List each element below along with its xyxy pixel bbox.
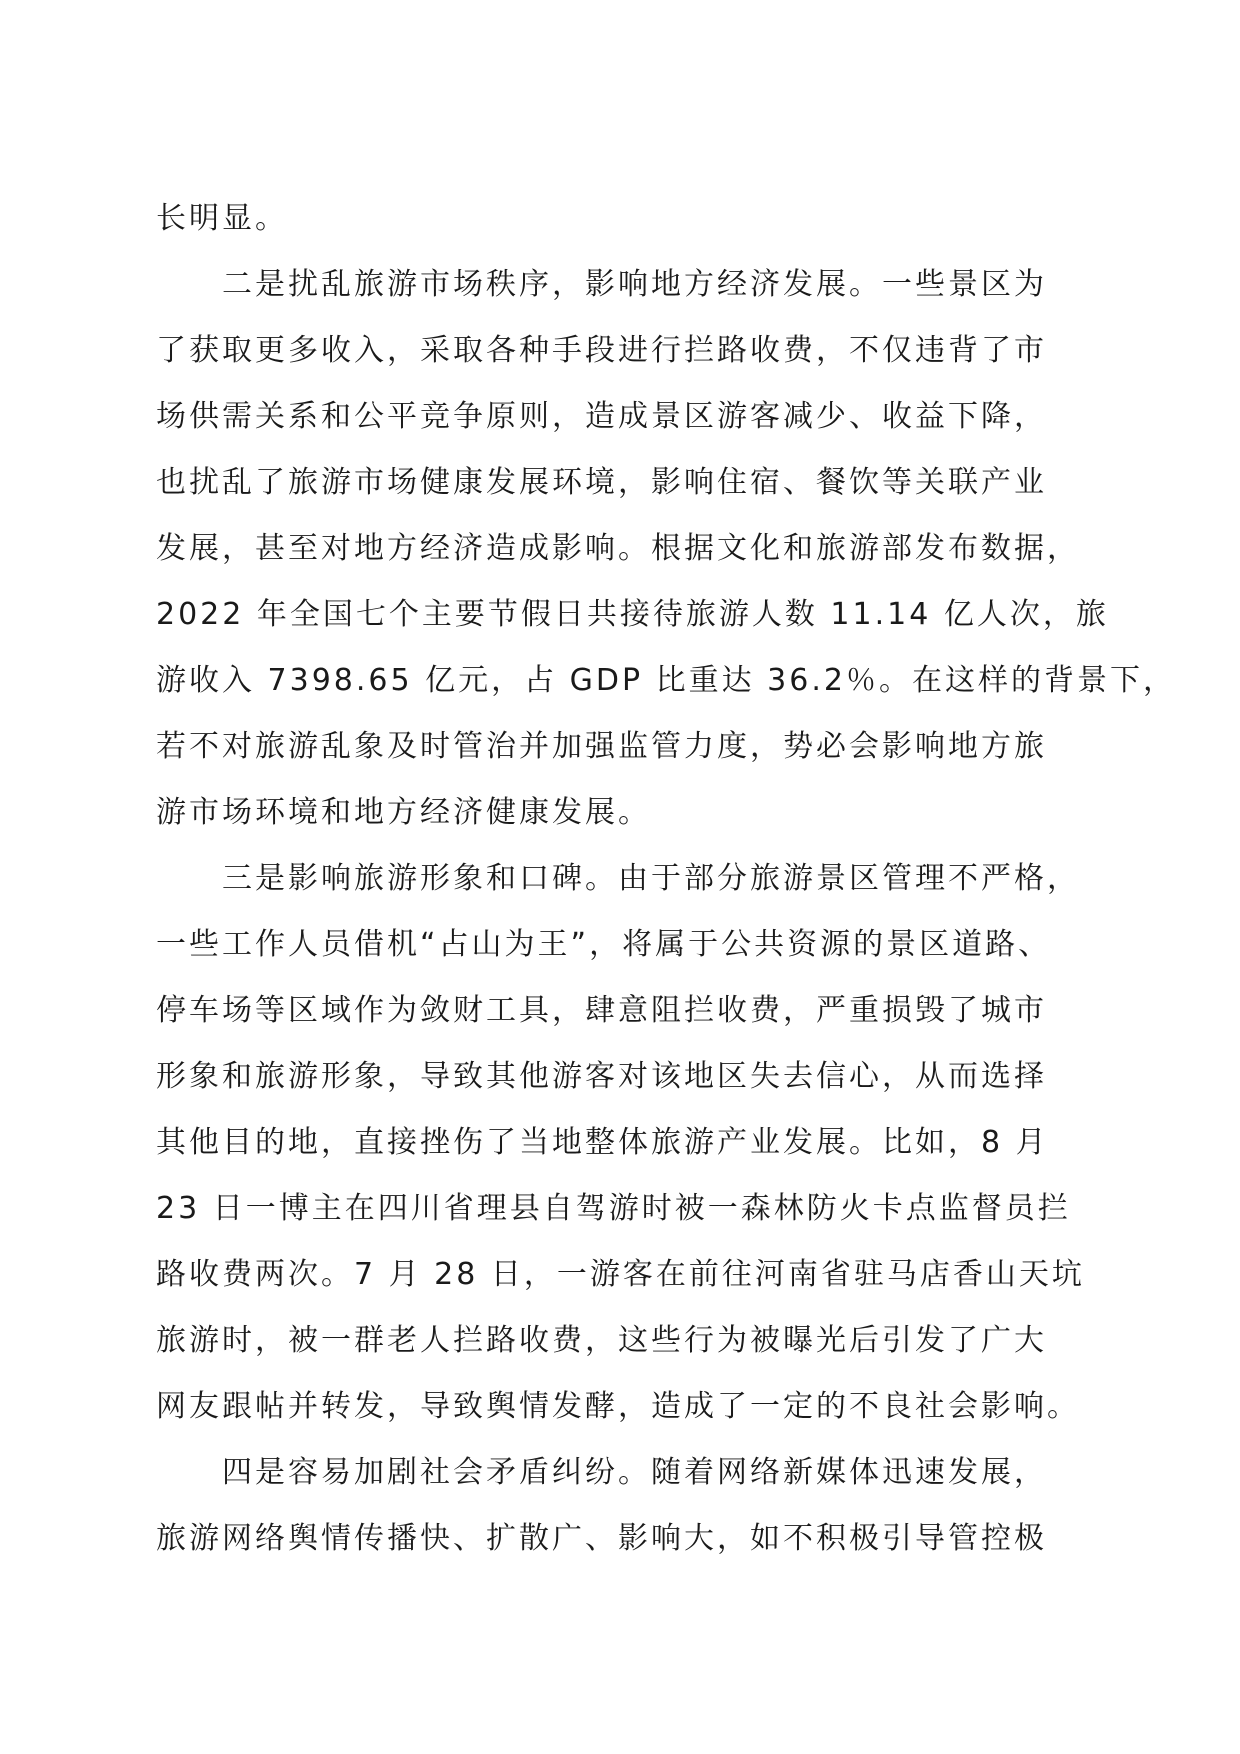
paragraph-start-line: 二是扰乱旅游市场秩序，影响地方经济发展。一些景区为 xyxy=(222,267,1047,302)
paragraph-start-line: 四是容易加剧社会矛盾纠纷。随着网络新媒体迅速发展， xyxy=(222,1455,1047,1490)
paragraph-start-line: 三是影响旅游形象和口碑。由于部分旅游景区管理不严格， xyxy=(222,861,1080,896)
text-line: 若不对旅游乱象及时管治并加强监管力度，势必会影响地方旅 xyxy=(156,729,1047,764)
text-line: 一些工作人员借机“占山为王”，将属于公共资源的景区道路、 xyxy=(156,927,1052,962)
text-line: 游市场环境和地方经济健康发展。 xyxy=(156,795,651,830)
text-line: 形象和旅游形象，导致其他游客对该地区失去信心，从而选择 xyxy=(156,1059,1047,1094)
text-line: 停车场等区域作为敛财工具，肆意阻拦收费，严重损毁了城市 xyxy=(156,993,1047,1028)
text-line: 路收费两次。7 月 28 日，一游客在前往河南省驻马店香山天坑 xyxy=(156,1257,1085,1292)
text-line: 场供需关系和公平竞争原则，造成景区游客减少、收益下降， xyxy=(156,399,1047,434)
text-line: 旅游时，被一群老人拦路收费，这些行为被曝光后引发了广大 xyxy=(156,1323,1047,1358)
text-line: 游收入 7398.65 亿元，占 GDP 比重达 36.2％。在这样的背景下， xyxy=(156,663,1176,698)
text-line: 其他目的地，直接挫伤了当地整体旅游产业发展。比如，8 月 xyxy=(156,1125,1049,1160)
text-line: 发展，甚至对地方经济造成影响。根据文化和旅游部发布数据， xyxy=(156,531,1080,566)
text-line: 网友跟帖并转发，导致舆情发酵，造成了一定的不良社会影响。 xyxy=(156,1389,1080,1424)
text-line: 了获取更多收入，采取各种手段进行拦路收费，不仅违背了市 xyxy=(156,333,1047,368)
text-line: 2022 年全国七个主要节假日共接待旅游人数 11.14 亿人次，旅 xyxy=(156,597,1109,632)
text-line: 23 日一博主在四川省理县自驾游时被一森林防火卡点监督员拦 xyxy=(156,1191,1071,1226)
text-line: 也扰乱了旅游市场健康发展环境，影响住宿、餐饮等关联产业 xyxy=(156,465,1047,500)
document-body xyxy=(156,186,1176,1572)
text-line: 长明显。 xyxy=(156,201,288,236)
text-line: 旅游网络舆情传播快、扩散广、影响大，如不积极引导管控极 xyxy=(156,1521,1047,1556)
